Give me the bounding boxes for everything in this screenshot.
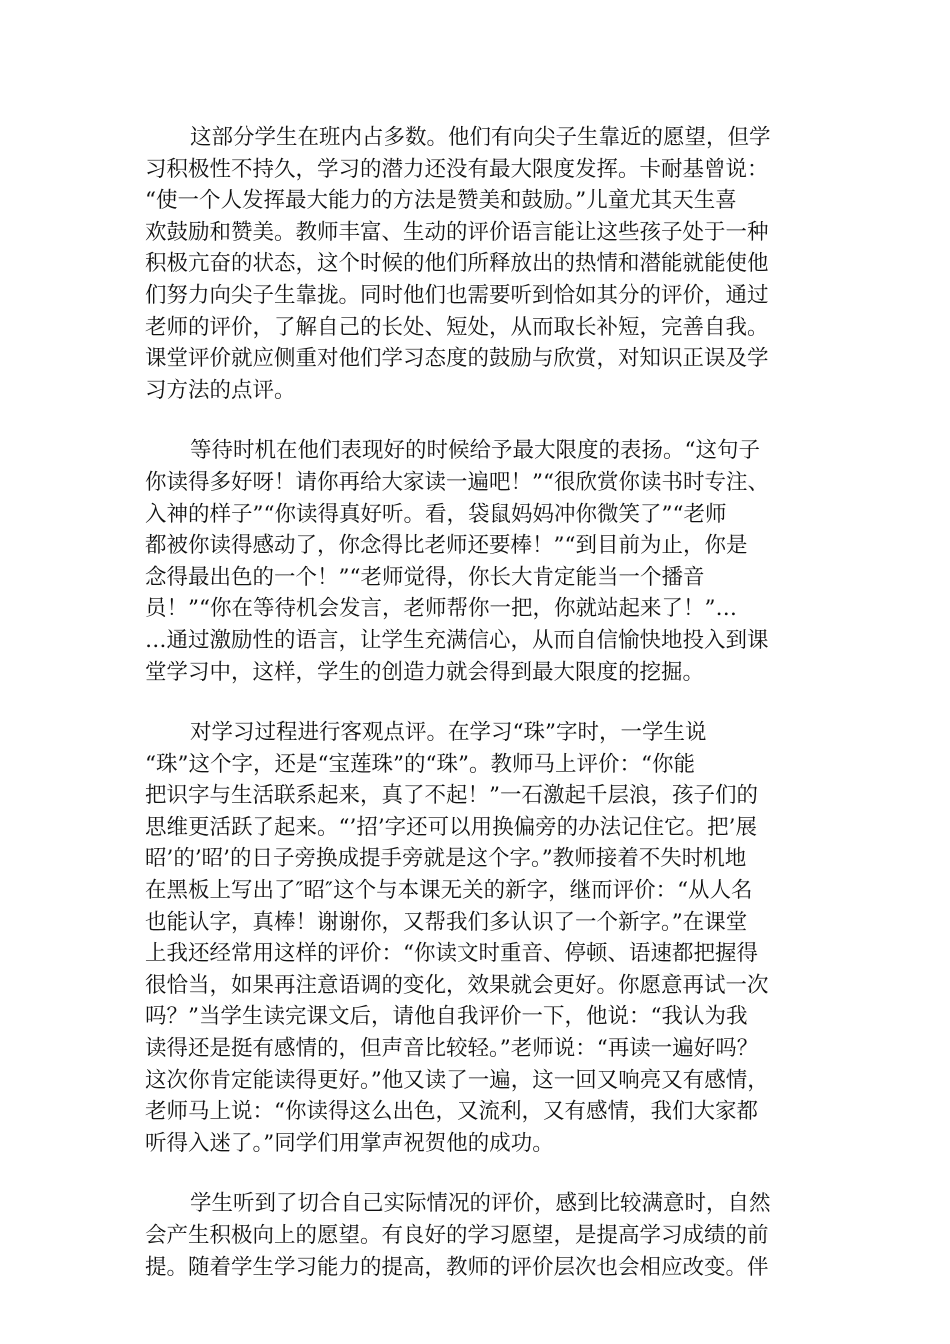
paragraph-line: 欢鼓励和赞美。教师丰富、生动的评价语言能让这些孩子处于一种	[145, 219, 769, 245]
paragraph-line: 老师马上说：“你读得这么出色，又流利，又有感情，我们大家都	[145, 1099, 758, 1125]
paragraph-line: 员！”“你在等待机会发言，老师帮你一把，你就站起来了！”…	[145, 596, 737, 622]
paragraph-line: 等待时机在他们表现好的时候给予最大限度的表扬。“这句子	[190, 438, 760, 464]
paragraph-line: 提。随着学生学习能力的提高，教师的评价层次也会相应改变。伴	[145, 1254, 769, 1280]
paragraph-line: 习积极性不持久，学习的潜力还没有最大限度发挥。卡耐基曾说：	[145, 156, 769, 182]
paragraph-line: 也能认字，真棒！谢谢你，又帮我们多认识了一个新字。”在课堂	[145, 909, 748, 935]
paragraph-line: “珠”这个字，还是“宝莲珠”的“珠”。教师马上评价：“你能	[145, 751, 695, 777]
paragraph-line: 昭’的’昭’的日子旁换成提手旁就是这个字。”教师接着不失时机地	[145, 846, 747, 872]
paragraph-line: 对学习过程进行客观点评。在学习“珠”字时，一学生说	[190, 720, 707, 746]
paragraph-line: 你读得多好呀！请你再给大家读一遍吧！”“很欣赏你读书时专注、	[145, 469, 769, 495]
paragraph-line: 们努力向尖子生靠拢。同时他们也需要听到恰如其分的评价，通过	[145, 282, 769, 308]
paragraph-line: 这次你肯定能读得更好。”他又读了一遍，这一回又响亮又有感情，	[145, 1067, 769, 1093]
paragraph-line: 上我还经常用这样的评价：“你读文时重音、停顿、语速都把握得	[145, 941, 758, 967]
paragraph-line: …通过激励性的语言，让学生充满信心，从而自信愉快地投入到课	[145, 627, 769, 653]
paragraph-3	[145, 717, 807, 1159]
paragraph-line: 都被你读得感动了，你念得比老师还要棒！”“到目前为止，你是	[145, 533, 748, 559]
document-body	[145, 122, 807, 1283]
paragraph-line: 吗？”当学生读完课文后，请他自我评价一下，他说：“我认为我	[145, 1004, 748, 1030]
paragraph-line: 听得入迷了。”同学们用掌声祝贺他的成功。	[145, 1130, 554, 1156]
paragraph-line: 把识字与生活联系起来，真了不起！”一石激起千层浪，孩子们的	[145, 783, 758, 809]
paragraph-line: 习方法的点评。	[145, 377, 296, 403]
paragraph-line: 会产生积极向上的愿望。有良好的学习愿望，是提高学习成绩的前	[145, 1223, 769, 1248]
paragraph-line: “使一个人发挥最大能力的方法是赞美和鼓励。”儿童尤其天生喜	[145, 188, 737, 214]
paragraph-line: 课堂评价就应侧重对他们学习态度的鼓励与欣赏，对知识正误及学	[145, 346, 769, 372]
paragraph-line: 学生听到了切合自己实际情况的评价，感到比较满意时，自然	[190, 1191, 771, 1217]
paragraph-line: 入神的样子”“你读得真好听。看，袋鼠妈妈冲你微笑了”“老师	[145, 501, 727, 527]
paragraph-line: 堂学习中，这样，学生的创造力就会得到最大限度的挖掘。	[145, 659, 705, 685]
paragraph-2	[145, 435, 807, 688]
paragraph-line: 思维更活跃了起来。“’招’字还可以用换偏旁的办法记住它。把’展	[145, 814, 757, 840]
paragraph-1	[145, 122, 807, 406]
paragraph-line: 老师的评价，了解自己的长处、短处，从而取长补短，完善自我。	[145, 314, 769, 340]
paragraph-line: 读得还是挺有感情的，但声音比较轻。”老师说：“再读一遍好吗？	[145, 1036, 759, 1062]
paragraph-line: 积极亢奋的状态，这个时候的他们所释放出的热情和潜能就能使他	[145, 251, 769, 277]
paragraph-line: 在黑板上写出了″昭″这个与本课无关的新字，继而评价：“从人名	[145, 878, 753, 904]
paragraph-line: 很恰当，如果再注意语调的变化，效果就会更好。你愿意再试一次	[145, 972, 769, 998]
paragraph-4	[145, 1188, 807, 1283]
paragraph-line: 这部分学生在班内占多数。他们有向尖子生靠近的愿望，但学	[190, 125, 771, 150]
paragraph-line: 念得最出色的一个！”“老师觉得，你长大肯定能当一个播音	[145, 564, 705, 590]
